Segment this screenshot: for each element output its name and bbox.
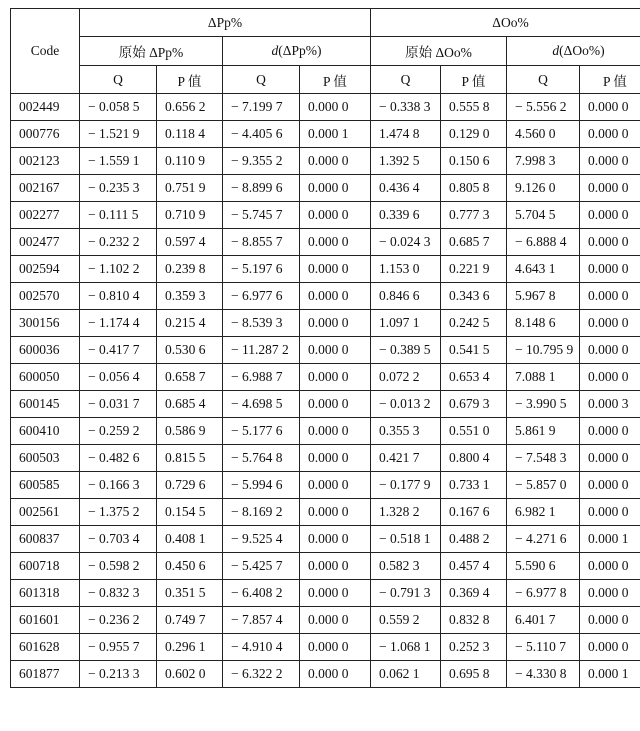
- pp-d-q-cell: − 6.977 6: [223, 283, 300, 310]
- oo-d-q-cell: 5.704 5: [507, 202, 580, 229]
- oo-d-p-cell: 0.000 0: [580, 256, 640, 283]
- pp-raw-q-cell: − 0.259 2: [80, 418, 157, 445]
- pp-d-p-cell: 0.000 0: [300, 472, 371, 499]
- table-row: [11, 418, 640, 445]
- pp-d-p-cell: 0.000 0: [300, 310, 371, 337]
- header-pp-d: [223, 37, 371, 66]
- pp-raw-q-cell: − 0.058 5: [80, 94, 157, 121]
- pp-d-q-cell: − 9.355 2: [223, 148, 300, 175]
- oo-raw-q-cell: 0.062 1: [371, 661, 441, 688]
- pp-d-q-cell: − 5.177 6: [223, 418, 300, 445]
- pp-d-q-cell: − 4.698 5: [223, 391, 300, 418]
- header-oo-d-p: P 值: [580, 66, 640, 94]
- oo-raw-q-cell: 0.559 2: [371, 607, 441, 634]
- oo-raw-q-cell: 0.339 6: [371, 202, 441, 229]
- oo-raw-q-cell: 1.097 1: [371, 310, 441, 337]
- oo-raw-p-cell: 0.805 8: [441, 175, 507, 202]
- oo-raw-p-cell: 0.832 8: [441, 607, 507, 634]
- pp-raw-p-cell: 0.815 5: [157, 445, 223, 472]
- code-cell: 002449: [11, 94, 80, 121]
- pp-raw-p-cell: 0.351 5: [157, 580, 223, 607]
- pp-d-p-cell: 0.000 0: [300, 148, 371, 175]
- oo-d-p-cell: 0.000 0: [580, 148, 640, 175]
- pp-raw-q-cell: − 0.598 2: [80, 553, 157, 580]
- code-cell: 600410: [11, 418, 80, 445]
- oo-raw-q-cell: − 0.791 3: [371, 580, 441, 607]
- pp-raw-p-cell: 0.296 1: [157, 634, 223, 661]
- pp-raw-q-cell: − 0.417 7: [80, 337, 157, 364]
- code-cell: 601628: [11, 634, 80, 661]
- oo-d-p-cell: 0.000 1: [580, 661, 640, 688]
- pp-d-p-cell: 0.000 0: [300, 337, 371, 364]
- pp-d-p-cell: 0.000 1: [300, 121, 371, 148]
- oo-raw-p-cell: 0.167 6: [441, 499, 507, 526]
- pp-raw-q-cell: − 0.235 3: [80, 175, 157, 202]
- pp-raw-p-cell: 0.751 9: [157, 175, 223, 202]
- table-row: [11, 607, 640, 634]
- code-cell: 300156: [11, 310, 80, 337]
- pp-raw-p-cell: 0.729 6: [157, 472, 223, 499]
- oo-raw-q-cell: − 0.177 9: [371, 472, 441, 499]
- pp-d-p-cell: 0.000 0: [300, 364, 371, 391]
- pp-d-p-cell: 0.000 0: [300, 202, 371, 229]
- header-pp-raw: 原始 ΔPp%: [80, 37, 223, 66]
- pp-d-q-cell: − 5.197 6: [223, 256, 300, 283]
- data-table: [10, 8, 640, 688]
- oo-d-p-cell: 0.000 1: [580, 526, 640, 553]
- oo-d-p-cell: 0.000 0: [580, 553, 640, 580]
- header-pp-raw-q: Q: [80, 66, 157, 94]
- oo-raw-q-cell: − 0.389 5: [371, 337, 441, 364]
- code-cell: 002561: [11, 499, 80, 526]
- pp-raw-p-cell: 0.215 4: [157, 310, 223, 337]
- table-row: [11, 499, 640, 526]
- pp-raw-p-cell: 0.586 9: [157, 418, 223, 445]
- pp-raw-q-cell: − 0.111 5: [80, 202, 157, 229]
- oo-raw-q-cell: 0.582 3: [371, 553, 441, 580]
- pp-raw-q-cell: − 0.703 4: [80, 526, 157, 553]
- pp-raw-p-cell: 0.450 6: [157, 553, 223, 580]
- pp-raw-q-cell: − 0.955 7: [80, 634, 157, 661]
- oo-d-q-cell: 7.088 1: [507, 364, 580, 391]
- oo-d-p-cell: 0.000 0: [580, 337, 640, 364]
- oo-raw-p-cell: 0.457 4: [441, 553, 507, 580]
- oo-raw-p-cell: 0.555 8: [441, 94, 507, 121]
- code-cell: 002123: [11, 148, 80, 175]
- oo-d-q-cell: 6.401 7: [507, 607, 580, 634]
- pp-d-p-cell: 0.000 0: [300, 634, 371, 661]
- oo-raw-p-cell: 0.242 5: [441, 310, 507, 337]
- table-row: [11, 175, 640, 202]
- oo-d-q-cell: − 4.330 8: [507, 661, 580, 688]
- oo-d-p-cell: 0.000 0: [580, 580, 640, 607]
- table-row: [11, 148, 640, 175]
- oo-raw-p-cell: 0.679 3: [441, 391, 507, 418]
- table-row: [11, 364, 640, 391]
- pp-raw-p-cell: 0.710 9: [157, 202, 223, 229]
- table-body: [11, 94, 640, 688]
- table-row: [11, 229, 640, 256]
- pp-d-q-cell: − 6.408 2: [223, 580, 300, 607]
- pp-d-q-cell: − 5.764 8: [223, 445, 300, 472]
- header-pp-d-q: Q: [223, 66, 300, 94]
- oo-d-p-cell: 0.000 0: [580, 175, 640, 202]
- oo-raw-p-cell: 0.369 4: [441, 580, 507, 607]
- pp-d-q-cell: − 8.855 7: [223, 229, 300, 256]
- oo-d-p-cell: 0.000 0: [580, 445, 640, 472]
- pp-d-q-cell: − 11.287 2: [223, 337, 300, 364]
- header-group-oo: ΔOo%: [371, 9, 640, 37]
- oo-raw-p-cell: 0.150 6: [441, 148, 507, 175]
- oo-d-q-cell: 5.861 9: [507, 418, 580, 445]
- code-cell: 002570: [11, 283, 80, 310]
- pp-d-p-cell: 0.000 0: [300, 418, 371, 445]
- pp-d-p-cell: 0.000 0: [300, 607, 371, 634]
- pp-raw-q-cell: − 1.521 9: [80, 121, 157, 148]
- code-cell: 601318: [11, 580, 80, 607]
- oo-raw-p-cell: 0.695 8: [441, 661, 507, 688]
- pp-d-q-cell: − 5.994 6: [223, 472, 300, 499]
- pp-raw-q-cell: − 0.031 7: [80, 391, 157, 418]
- oo-raw-p-cell: 0.541 5: [441, 337, 507, 364]
- code-cell: 002277: [11, 202, 80, 229]
- pp-d-p-cell: 0.000 0: [300, 445, 371, 472]
- pp-raw-p-cell: 0.602 0: [157, 661, 223, 688]
- header-oo-d-arg: (ΔOo%): [559, 43, 605, 58]
- oo-raw-q-cell: − 1.068 1: [371, 634, 441, 661]
- oo-d-p-cell: 0.000 0: [580, 202, 640, 229]
- table-row: [11, 661, 640, 688]
- header-oo-d-q: Q: [507, 66, 580, 94]
- pp-raw-p-cell: 0.685 4: [157, 391, 223, 418]
- oo-d-q-cell: 5.590 6: [507, 553, 580, 580]
- pp-d-q-cell: − 6.322 2: [223, 661, 300, 688]
- oo-d-q-cell: 5.967 8: [507, 283, 580, 310]
- table-row: [11, 553, 640, 580]
- oo-d-p-cell: 0.000 0: [580, 283, 640, 310]
- oo-d-q-cell: 8.148 6: [507, 310, 580, 337]
- pp-d-q-cell: − 5.425 7: [223, 553, 300, 580]
- oo-d-p-cell: 0.000 0: [580, 607, 640, 634]
- pp-raw-p-cell: 0.530 6: [157, 337, 223, 364]
- oo-raw-p-cell: 0.252 3: [441, 634, 507, 661]
- code-cell: 600145: [11, 391, 80, 418]
- pp-d-q-cell: − 8.169 2: [223, 499, 300, 526]
- pp-raw-p-cell: 0.658 7: [157, 364, 223, 391]
- pp-d-q-cell: − 4.405 6: [223, 121, 300, 148]
- oo-raw-q-cell: 1.153 0: [371, 256, 441, 283]
- pp-d-q-cell: − 4.910 4: [223, 634, 300, 661]
- table-row: [11, 121, 640, 148]
- header-oo-raw-p: P 值: [441, 66, 507, 94]
- oo-d-q-cell: − 5.857 0: [507, 472, 580, 499]
- pp-d-p-cell: 0.000 0: [300, 283, 371, 310]
- oo-raw-q-cell: 1.328 2: [371, 499, 441, 526]
- oo-d-p-cell: 0.000 0: [580, 418, 640, 445]
- table-row: [11, 580, 640, 607]
- pp-raw-q-cell: − 1.375 2: [80, 499, 157, 526]
- oo-d-p-cell: 0.000 0: [580, 634, 640, 661]
- table-container: [10, 8, 630, 688]
- pp-raw-p-cell: 0.408 1: [157, 526, 223, 553]
- oo-d-q-cell: − 3.990 5: [507, 391, 580, 418]
- oo-raw-p-cell: 0.343 6: [441, 283, 507, 310]
- oo-raw-q-cell: 0.355 3: [371, 418, 441, 445]
- code-cell: 600503: [11, 445, 80, 472]
- oo-d-q-cell: 9.126 0: [507, 175, 580, 202]
- table-row: [11, 634, 640, 661]
- pp-raw-q-cell: − 0.810 4: [80, 283, 157, 310]
- oo-raw-p-cell: 0.733 1: [441, 472, 507, 499]
- code-cell: 002167: [11, 175, 80, 202]
- pp-d-p-cell: 0.000 0: [300, 391, 371, 418]
- code-cell: 600718: [11, 553, 80, 580]
- pp-raw-q-cell: − 0.832 3: [80, 580, 157, 607]
- header-code: Code: [11, 9, 80, 94]
- pp-raw-p-cell: 0.597 4: [157, 229, 223, 256]
- table-row: [11, 445, 640, 472]
- table-row: [11, 391, 640, 418]
- oo-raw-q-cell: 1.474 8: [371, 121, 441, 148]
- header-pp-d-p: P 值: [300, 66, 371, 94]
- table-row: [11, 202, 640, 229]
- pp-d-q-cell: − 8.539 3: [223, 310, 300, 337]
- oo-d-q-cell: 4.643 1: [507, 256, 580, 283]
- oo-raw-p-cell: 0.777 3: [441, 202, 507, 229]
- oo-d-p-cell: 0.000 0: [580, 364, 640, 391]
- oo-d-p-cell: 0.000 0: [580, 310, 640, 337]
- oo-raw-q-cell: − 0.518 1: [371, 526, 441, 553]
- oo-d-q-cell: − 5.556 2: [507, 94, 580, 121]
- oo-raw-p-cell: 0.221 9: [441, 256, 507, 283]
- header-group-pp: ΔPp%: [80, 9, 371, 37]
- header-oo-raw: 原始 ΔOo%: [371, 37, 507, 66]
- oo-raw-q-cell: 0.846 6: [371, 283, 441, 310]
- code-cell: 600585: [11, 472, 80, 499]
- pp-raw-q-cell: − 0.482 6: [80, 445, 157, 472]
- pp-raw-q-cell: − 0.056 4: [80, 364, 157, 391]
- oo-raw-q-cell: 0.072 2: [371, 364, 441, 391]
- pp-d-p-cell: 0.000 0: [300, 229, 371, 256]
- code-cell: 002477: [11, 229, 80, 256]
- oo-d-p-cell: 0.000 0: [580, 121, 640, 148]
- table-row: [11, 94, 640, 121]
- pp-d-q-cell: − 7.857 4: [223, 607, 300, 634]
- pp-d-p-cell: 0.000 0: [300, 580, 371, 607]
- pp-raw-q-cell: − 0.213 3: [80, 661, 157, 688]
- oo-raw-q-cell: − 0.024 3: [371, 229, 441, 256]
- table-row: [11, 526, 640, 553]
- table-row: [11, 310, 640, 337]
- header-oo-d: [507, 37, 640, 66]
- pp-d-p-cell: 0.000 0: [300, 94, 371, 121]
- pp-d-p-cell: 0.000 0: [300, 499, 371, 526]
- oo-raw-q-cell: 0.436 4: [371, 175, 441, 202]
- pp-d-q-cell: − 5.745 7: [223, 202, 300, 229]
- code-cell: 601601: [11, 607, 80, 634]
- code-cell: 002594: [11, 256, 80, 283]
- oo-raw-q-cell: − 0.013 2: [371, 391, 441, 418]
- pp-raw-q-cell: − 0.232 2: [80, 229, 157, 256]
- oo-raw-q-cell: − 0.338 3: [371, 94, 441, 121]
- code-cell: 600050: [11, 364, 80, 391]
- pp-d-p-cell: 0.000 0: [300, 526, 371, 553]
- code-cell: 601877: [11, 661, 80, 688]
- pp-raw-p-cell: 0.110 9: [157, 148, 223, 175]
- pp-raw-p-cell: 0.359 3: [157, 283, 223, 310]
- pp-d-p-cell: 0.000 0: [300, 256, 371, 283]
- pp-raw-p-cell: 0.118 4: [157, 121, 223, 148]
- pp-d-q-cell: − 9.525 4: [223, 526, 300, 553]
- pp-raw-p-cell: 0.749 7: [157, 607, 223, 634]
- pp-d-p-cell: 0.000 0: [300, 175, 371, 202]
- pp-raw-q-cell: − 1.174 4: [80, 310, 157, 337]
- oo-d-q-cell: − 7.548 3: [507, 445, 580, 472]
- oo-d-q-cell: − 5.110 7: [507, 634, 580, 661]
- header-pp-d-arg: (ΔPp%): [278, 43, 322, 58]
- oo-d-p-cell: 0.000 0: [580, 229, 640, 256]
- oo-d-p-cell: 0.000 3: [580, 391, 640, 418]
- pp-d-q-cell: − 6.988 7: [223, 364, 300, 391]
- pp-raw-p-cell: 0.154 5: [157, 499, 223, 526]
- oo-raw-p-cell: 0.800 4: [441, 445, 507, 472]
- oo-d-q-cell: − 10.795 9: [507, 337, 580, 364]
- header-oo-raw-q: Q: [371, 66, 441, 94]
- pp-raw-p-cell: 0.656 2: [157, 94, 223, 121]
- pp-raw-q-cell: − 1.102 2: [80, 256, 157, 283]
- table-row: [11, 256, 640, 283]
- oo-raw-p-cell: 0.551 0: [441, 418, 507, 445]
- pp-raw-q-cell: − 1.559 1: [80, 148, 157, 175]
- oo-d-q-cell: 6.982 1: [507, 499, 580, 526]
- header-oo-d-prefix: d: [552, 43, 560, 58]
- code-cell: 600837: [11, 526, 80, 553]
- oo-d-q-cell: 7.998 3: [507, 148, 580, 175]
- header-pp-raw-p: P 值: [157, 66, 223, 94]
- oo-d-q-cell: 4.560 0: [507, 121, 580, 148]
- header-pp-d-prefix: d: [271, 43, 279, 58]
- oo-d-p-cell: 0.000 0: [580, 499, 640, 526]
- oo-raw-p-cell: 0.653 4: [441, 364, 507, 391]
- table-row: [11, 337, 640, 364]
- oo-raw-p-cell: 0.488 2: [441, 526, 507, 553]
- code-cell: 000776: [11, 121, 80, 148]
- oo-d-q-cell: − 6.977 8: [507, 580, 580, 607]
- pp-d-q-cell: − 8.899 6: [223, 175, 300, 202]
- table-row: [11, 472, 640, 499]
- pp-raw-q-cell: − 0.166 3: [80, 472, 157, 499]
- oo-raw-q-cell: 0.421 7: [371, 445, 441, 472]
- oo-raw-q-cell: 1.392 5: [371, 148, 441, 175]
- pp-raw-q-cell: − 0.236 2: [80, 607, 157, 634]
- pp-raw-p-cell: 0.239 8: [157, 256, 223, 283]
- oo-raw-p-cell: 0.685 7: [441, 229, 507, 256]
- pp-d-q-cell: − 7.199 7: [223, 94, 300, 121]
- oo-d-q-cell: − 4.271 6: [507, 526, 580, 553]
- oo-raw-p-cell: 0.129 0: [441, 121, 507, 148]
- pp-d-p-cell: 0.000 0: [300, 661, 371, 688]
- table-row: [11, 283, 640, 310]
- oo-d-p-cell: 0.000 0: [580, 472, 640, 499]
- code-cell: 600036: [11, 337, 80, 364]
- pp-d-p-cell: 0.000 0: [300, 553, 371, 580]
- oo-d-q-cell: − 6.888 4: [507, 229, 580, 256]
- oo-d-p-cell: 0.000 0: [580, 94, 640, 121]
